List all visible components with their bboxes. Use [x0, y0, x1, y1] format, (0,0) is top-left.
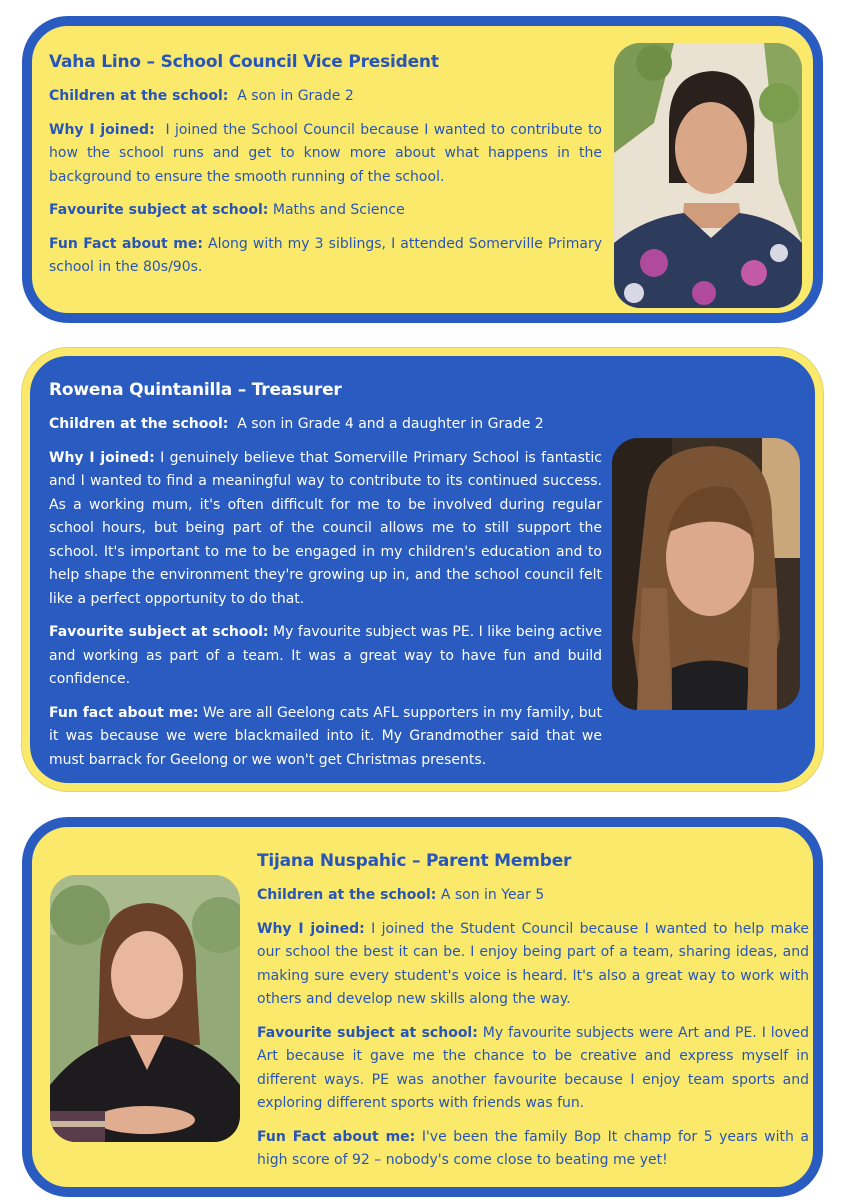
profile-card-vaha-lino [22, 16, 823, 323]
profile-text [49, 380, 602, 782]
favourite-subject: Favourite subject at school: My favourite subject was PE. I like being active and working as part of a team. It was a great way to have fun and build confidence. [49, 624, 602, 687]
fun-fact: Fun fact about me: We are all Geelong cats AFL supporters in my family, but it was because we were blackmailed into it. My Grandmother said that we must barrack for Geelong or we won't get Christmas presents. [49, 704, 602, 768]
fun-fact: Fun Fact about me: Along with my 3 siblings, I attended Somerville Primary school in the 80s/90s. [49, 235, 603, 275]
member-name: Vaha Lino – School Council Vice President [49, 52, 439, 72]
member-name: Rowena Quintanilla – Treasurer [49, 380, 342, 400]
why-joined: Why I joined: I joined the Student Council because I wanted to help make our school the best it can be. I enjoy being part of a team, sharing ideas, and making sure every student's voice is heard. It's also a great way to work with others and develop new skills along the way. [257, 920, 809, 1007]
profile-text [257, 851, 809, 1183]
profile-card-tijana-nuspahic [22, 817, 823, 1197]
profile-card-rowena-quintanilla [22, 348, 823, 791]
favourite-subject: Favourite subject at school: My favourite subjects were Art and PE. I loved Art because it gave me the chance to be creative and express myself in different ways. PE was another favourite because I enjoy team sports and exploring different sports with friends was fun. [257, 1024, 809, 1111]
member-name: Tijana Nuspahic – Parent Member [257, 851, 572, 871]
why-joined: Why I joined: I genuinely believe that Somerville Primary School is fantastic and I wanted to find a meaningful way to contribute to its continued success. As a working mum, it's often difficult for me to be involved during regular school hours, but being part of the council allows me to still support the school. It's important to me to be engaged in my children's education and to help shape the environment they're growing up in, and the school council felt like a perfect opportunity to do that. [49, 449, 603, 607]
member-photo [614, 43, 802, 308]
favourite-subject: Favourite subject at school: Maths and Science [49, 202, 405, 218]
why-joined: Why I joined: I joined the School Council because I wanted to contribute to how the school runs and get to know more about what happens in the background to ensure the smooth running of the school. [49, 121, 603, 185]
member-photo [50, 875, 240, 1142]
fun-fact: Fun Fact about me: I've been the family Bop It champ for 5 years with a high score of 92 – nobody's come close to beating me yet! [257, 1128, 809, 1168]
member-photo [612, 438, 800, 710]
children-info: Children at the school: A son in Grade 4 and a daughter in Grade 2 [49, 416, 544, 432]
profile-text [49, 52, 602, 290]
children-info: Children at the school: A son in Grade 2 [49, 88, 354, 104]
children-info: Children at the school: A son in Year 5 [257, 887, 545, 903]
